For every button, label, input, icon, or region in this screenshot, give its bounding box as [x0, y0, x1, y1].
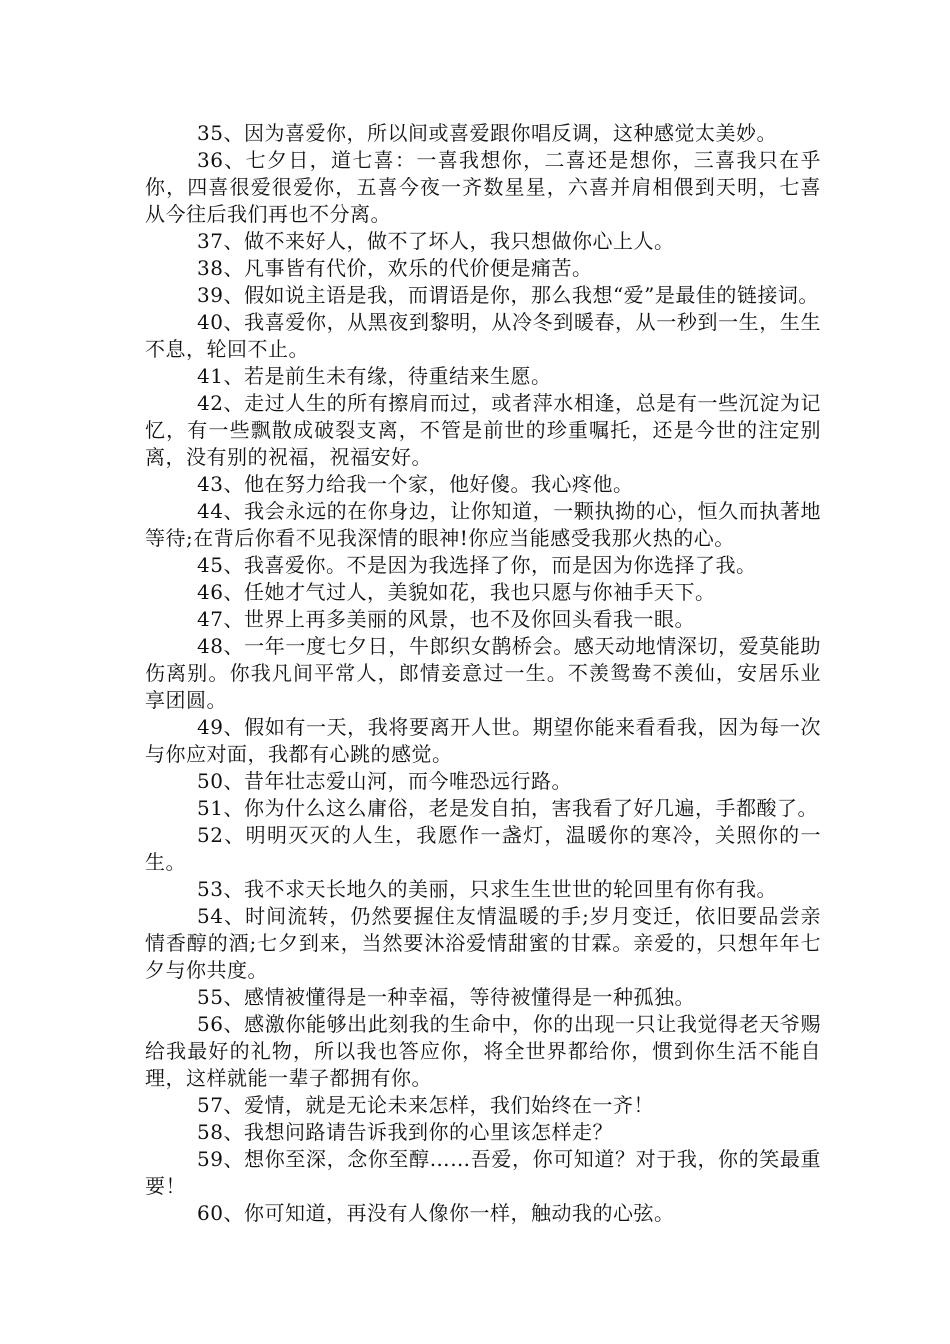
paragraph-51: 51、你为什么这么庸俗，老是发自拍，害我看了好几遍，手都酸了。: [197, 796, 818, 820]
paragraph-58: 58、我想问路请告诉我到你的心里该怎样走？: [197, 1120, 613, 1144]
paragraph-59: 59、想你至深，念你至醇……吾爱，你可知道？对于我，你的笑最重要！: [145, 1147, 821, 1198]
paragraph-54: 54、时间流转，仍然要握住友情温暖的手;岁月变迁，依旧要品尝亲情香醇的酒;七夕到来，当然要沐浴爱情甜蜜的甘霖。亲爱的，只想年年七夕与你共度。: [145, 904, 821, 982]
paragraph-57: 57、爱情，就是无论未来怎样，我们始终在一齐！: [197, 1093, 654, 1117]
paragraph-47: 47、世界上再多美丽的风景，也不及你回头看我一眼。: [197, 607, 695, 631]
paragraph-56: 56、感激你能够出此刻我的生命中，你的出现一只让我觉得老天爷赐给我最好的礼物，所以我也答应你，将全世界都给你，惯到你生活不能自理，这样就能一辈子都拥有你。: [145, 1012, 821, 1090]
paragraph-41: 41、若是前生未有缘，待重结来生愿。: [197, 364, 552, 388]
paragraph-49: 49、假如有一天，我将要离开人世。期望你能来看看我，因为每一次与你应对面，我都有心跳的感觉。: [145, 715, 821, 766]
paragraph-36: 36、七夕日，道七喜：一喜我想你，二喜还是想你，三喜我只在乎你，四喜很爱很爱你，五喜今夜一齐数星星，六喜并肩相偎到天明，七喜从今往后我们再也不分离。: [145, 148, 821, 226]
paragraph-39: 39、假如说主语是我，而谓语是你，那么我想“爱”是最佳的链接词。: [197, 283, 819, 307]
paragraph-42: 42、走过人生的所有擦肩而过，或者萍水相逢，总是有一些沉淀为记忆，有一些飘散成破裂支离，不管是前世的珍重嘱托，还是今世的注定别离，没有别的祝福，祝福安好。: [145, 391, 821, 469]
paragraph-35: 35、因为喜爱你，所以间或喜爱跟你唱反调，这种感觉太美妙。: [197, 121, 777, 145]
paragraph-53: 53、我不求天长地久的美丽，只求生生世世的轮回里有你有我。: [197, 877, 777, 901]
paragraph-38: 38、凡事皆有代价，欢乐的代价便是痛苦。: [197, 256, 593, 280]
paragraph-60: 60、你可知道，再没有人像你一样，触动我的心弦。: [197, 1201, 675, 1225]
paragraph-52: 52、明明灭灭的人生，我愿作一盏灯，温暖你的寒冷，关照你的一生。: [145, 823, 821, 874]
paragraph-48: 48、一年一度七夕日，牛郎织女鹊桥会。感天动地情深切，爱莫能助伤离别。你我凡间平常人，郎情妾意过一生。不羡鸳鸯不羡仙，安居乐业享团圆。: [145, 634, 821, 712]
paragraph-50: 50、昔年壮志爱山河，而今唯恐远行路。: [197, 769, 572, 793]
document-body: [145, 120, 821, 1227]
paragraph-44: 44、我会永远的在你身边，让你知道，一颗执拗的心，恒久而执著地等待;在背后你看不见我深情的眼神!你应当能感受我那火热的心。: [145, 499, 821, 550]
paragraph-43: 43、他在努力给我一个家，他好傻。我心疼他。: [197, 472, 634, 496]
paragraph-46: 46、任她才气过人，美貌如花，我也只愿与你袖手天下。: [197, 580, 716, 604]
paragraph-37: 37、做不来好人，做不了坏人，我只想做你心上人。: [197, 229, 675, 253]
paragraph-40: 40、我喜爱你，从黑夜到黎明，从冷冬到暖春，从一秒到一生，生生不息，轮回不止。: [145, 310, 821, 361]
paragraph-55: 55、感情被懂得是一种幸福，等待被懂得是一种孤独。: [197, 985, 695, 1009]
paragraph-45: 45、我喜爱你。不是因为我选择了你，而是因为你选择了我。: [197, 553, 757, 577]
